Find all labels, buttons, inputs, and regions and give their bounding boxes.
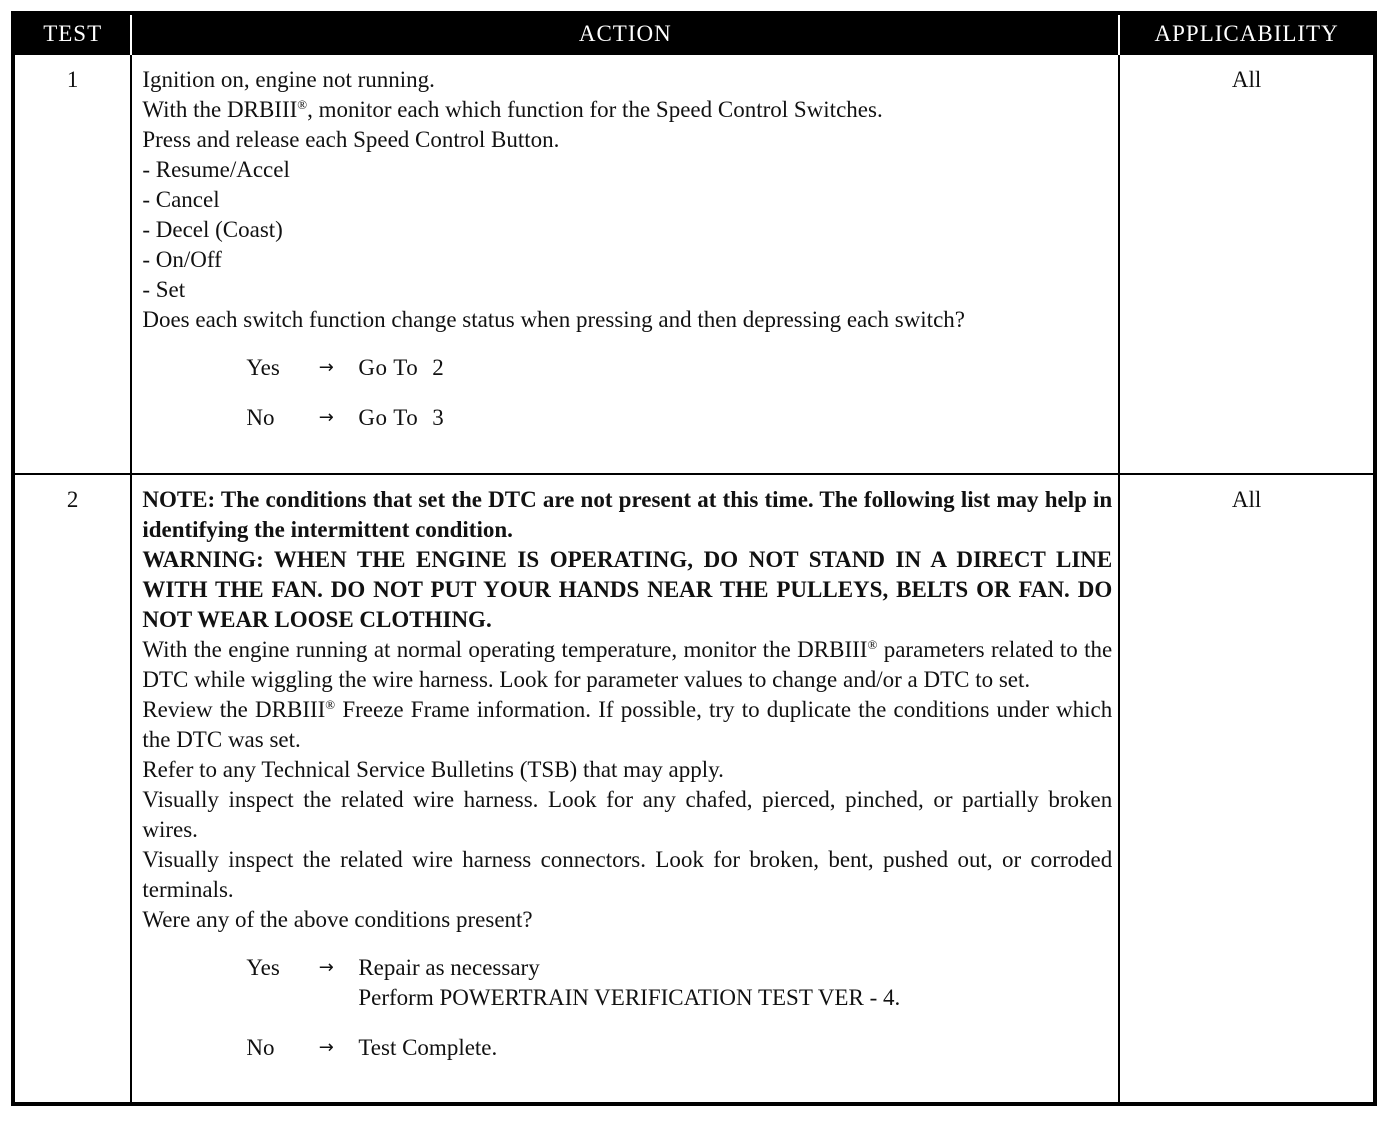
registered-mark: ® [297,97,308,112]
question-text: Does each switch function change status when pressing and then depressing each switch? [142,307,965,332]
header-action: ACTION [131,13,1119,54]
table-header-row [13,13,1375,54]
yes-destination [358,953,900,1013]
action-text: Refer to any Technical Service Bulletins (TSB) that may apply. [142,757,724,782]
arrow-icon: → [318,357,334,378]
registered-mark: ® [867,637,878,652]
verification-link[interactable]: Perform POWERTRAIN VERIFICATION TEST VER - 4. [358,985,901,1010]
note-text: NOTE: The conditions that set the DTC are not present at this time. The following list may help in identifying the intermittent condition. [142,487,1113,542]
action-text: Press and release each Speed Control Button. [142,127,560,152]
action-text: Visually inspect the related wire harness. Look for any chafed, pierced, pinched, or partially broken wires. [142,787,1113,842]
warning-text: WARNING: WHEN THE ENGINE IS OPERATING, DO NOT STAND IN A DIRECT LINE WITH THE FAN. DO NOT PUT YOUR HANDS NEAR THE PULLEYS, BELTS OR FAN. DO NOT WEAR LOOSE CLOTHING. [142,547,1113,632]
no-destination: Test Complete. [358,1035,498,1060]
header-test: TEST [13,13,131,54]
no-label: No [246,1035,275,1060]
action-text: With the engine running at normal operating temperature, monitor the DRBIII® parameters related to the DTC while wiggling the wire harness. Look for parameter values to change and/or a DTC to set. [142,637,1113,692]
diagnostic-test-table [11,11,1377,1106]
applicability-cell: All [1119,474,1375,1104]
action-text: Ignition on, engine not running. [142,67,435,92]
action-text: With the DRBIII®, monitor each which function for the Speed Control Switches. [142,97,883,122]
no-choice [246,1033,1112,1063]
action-text: Review the DRBIII® Freeze Frame information. If possible, try to duplicate the conditions under which the DTC was set. [142,697,1113,752]
table-row [13,474,1375,1104]
yes-choice [246,353,1112,383]
no-choice [246,403,1112,433]
list-item: - On/Off [142,247,222,272]
test-number: 2 [13,474,131,1104]
action-cell [131,474,1119,1104]
goto-link[interactable]: Go To 3 [358,405,445,430]
test-number: 1 [13,54,131,474]
arrow-icon: → [318,1037,334,1058]
question-text: Were any of the above conditions present? [142,907,533,932]
list-item: - Resume/Accel [142,157,290,182]
action-cell [131,54,1119,474]
arrow-icon: → [318,407,334,428]
action-text: Visually inspect the related wire harness connectors. Look for broken, bent, pushed out, or corroded terminals. [142,847,1113,902]
yes-label: Yes [246,955,280,980]
list-item: - Cancel [142,187,220,212]
goto-link[interactable]: Go To 2 [358,355,445,380]
repair-text: Repair as necessary [358,955,540,980]
header-applicability: APPLICABILITY [1119,13,1375,54]
list-item: - Set [142,277,186,302]
answer-choices [246,953,1112,1063]
answer-choices [246,353,1112,433]
registered-mark: ® [325,697,336,712]
arrow-icon: → [318,957,334,978]
yes-choice [246,953,1112,1013]
list-item: - Decel (Coast) [142,217,283,242]
applicability-cell: All [1119,54,1375,474]
no-label: No [246,405,275,430]
yes-label: Yes [246,355,280,380]
table-row [13,54,1375,474]
